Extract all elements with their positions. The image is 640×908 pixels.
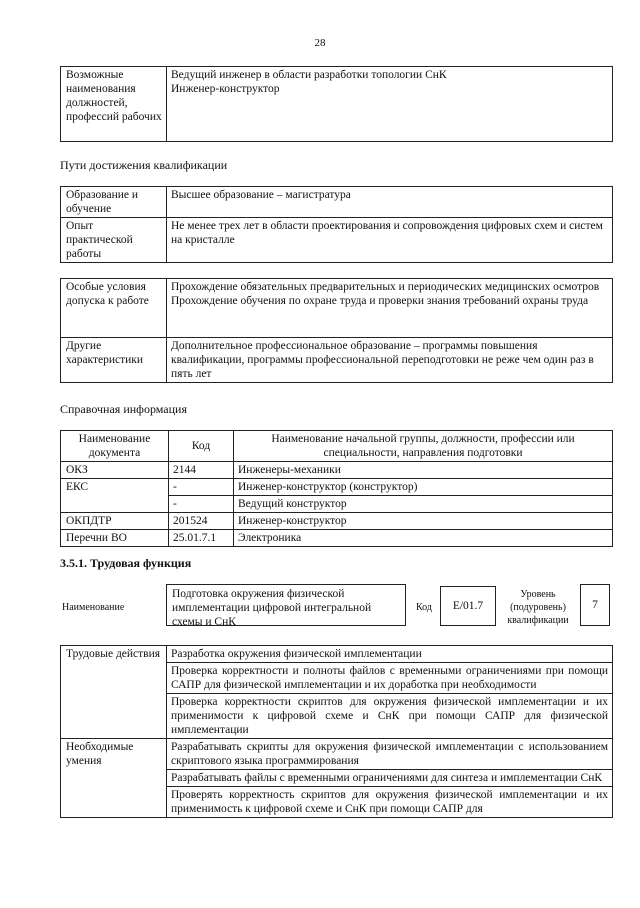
education-table bbox=[60, 186, 613, 263]
other-characteristics-value: Дополнительное профессиональное образование – программы повышения квалификации, программы профессиональной переподготовки не реже чем один раз в пять лет bbox=[167, 338, 613, 383]
ref-code: - bbox=[169, 479, 234, 496]
condition-item: Прохождение обучения по охране труда и проверки знания требований охраны труда bbox=[171, 295, 589, 307]
positions-table bbox=[60, 66, 613, 142]
ref-doc: ОКЗ bbox=[61, 462, 169, 479]
ref-code: - bbox=[169, 496, 234, 513]
condition-item: Прохождение обязательных предварительных и периодических медицинских осмотров bbox=[171, 281, 600, 293]
ref-name: Инженер-конструктор (конструктор) bbox=[234, 479, 613, 496]
actions-skills-table bbox=[60, 645, 613, 818]
reference-heading: Справочная информация bbox=[60, 402, 187, 416]
positions-label: Возможные наименования должностей, профессий рабочих bbox=[61, 67, 167, 142]
table-row bbox=[61, 530, 613, 547]
conditions-table bbox=[60, 278, 613, 383]
table-row bbox=[61, 187, 613, 218]
ref-doc: ЕКС bbox=[61, 479, 169, 513]
experience-label: Опыт практической работы bbox=[61, 218, 167, 263]
other-characteristics-label: Другие характеристики bbox=[61, 338, 167, 383]
skill-item: Разрабатывать файлы с временными ограничениями для синтеза и имплементации СнК bbox=[167, 770, 613, 787]
ref-code: 201524 bbox=[169, 513, 234, 530]
ref-name: Ведущий конструктор bbox=[234, 496, 613, 513]
table-row bbox=[61, 462, 613, 479]
function-level-label: Уровень (подуровень) квалификации bbox=[507, 589, 569, 626]
ref-name: Электроника bbox=[234, 530, 613, 547]
table-row bbox=[61, 338, 613, 383]
function-code-value: E/01.7 bbox=[440, 586, 496, 626]
ref-doc: Перечни ВО bbox=[61, 530, 169, 547]
table-row bbox=[61, 218, 613, 263]
table-row bbox=[61, 739, 613, 770]
header-name: Наименование начальной группы, должности, профессии или специальности, направления подготовки bbox=[234, 431, 613, 462]
table-header-row bbox=[61, 431, 613, 462]
action-item: Проверка корректности скриптов для окружения физической имплементации и их применимости к цифровой схеме и СнК при помощи САПР для физической имплементации bbox=[167, 694, 613, 739]
function-code-label: Код bbox=[416, 602, 432, 613]
table-row bbox=[61, 479, 613, 496]
ref-code: 25.01.7.1 bbox=[169, 530, 234, 547]
ref-name: Инженер-конструктор bbox=[234, 513, 613, 530]
table-row bbox=[61, 513, 613, 530]
table-row bbox=[61, 67, 613, 142]
function-name-value: Подготовка окружения физической имплементации цифровой интегральной схемы и СнК bbox=[166, 584, 406, 626]
position-item: Инженер-конструктор bbox=[171, 83, 280, 95]
conditions-values bbox=[167, 279, 613, 338]
header-document: Наименование документа bbox=[61, 431, 169, 462]
ref-name: Инженеры-механики bbox=[234, 462, 613, 479]
skills-label: Необходимые умения bbox=[61, 739, 167, 818]
action-item: Разработка окружения физической имплементации bbox=[167, 646, 613, 663]
skill-item: Проверять корректность скриптов для окружения физической имплементации и их применимость к цифровой схеме и СнК при помощи САПР для bbox=[167, 787, 613, 818]
position-item: Ведущий инженер в области разработки топологии СнК bbox=[171, 69, 447, 81]
actions-label: Трудовые действия bbox=[61, 646, 167, 739]
header-code: Код bbox=[169, 431, 234, 462]
page-number: 28 bbox=[314, 37, 326, 49]
education-label: Образование и обучение bbox=[61, 187, 167, 218]
positions-values bbox=[167, 67, 613, 142]
qualification-paths-heading: Пути достижения квалификации bbox=[60, 158, 228, 172]
reference-table bbox=[60, 430, 613, 547]
skill-item: Разрабатывать скрипты для окружения физической имплементации с использованием скриптового языка программирования bbox=[167, 739, 613, 770]
action-item: Проверка корректности и полноты файлов с временными ограничениями при помощи САПР для физической имплементации и их доработка при необходимости bbox=[167, 663, 613, 694]
ref-code: 2144 bbox=[169, 462, 234, 479]
table-row bbox=[61, 646, 613, 663]
education-value: Высшее образование – магистратура bbox=[167, 187, 613, 218]
experience-value: Не менее трех лет в области проектирования и сопровождения цифровых схем и систем на кристалле bbox=[167, 218, 613, 263]
function-name-label: Наименование bbox=[62, 602, 125, 613]
table-row bbox=[61, 279, 613, 338]
conditions-label: Особые условия допуска к работе bbox=[61, 279, 167, 338]
ref-doc: ОКПДТР bbox=[61, 513, 169, 530]
function-heading: 3.5.1. Трудовая функция bbox=[60, 556, 192, 570]
function-level-value: 7 bbox=[580, 584, 610, 626]
